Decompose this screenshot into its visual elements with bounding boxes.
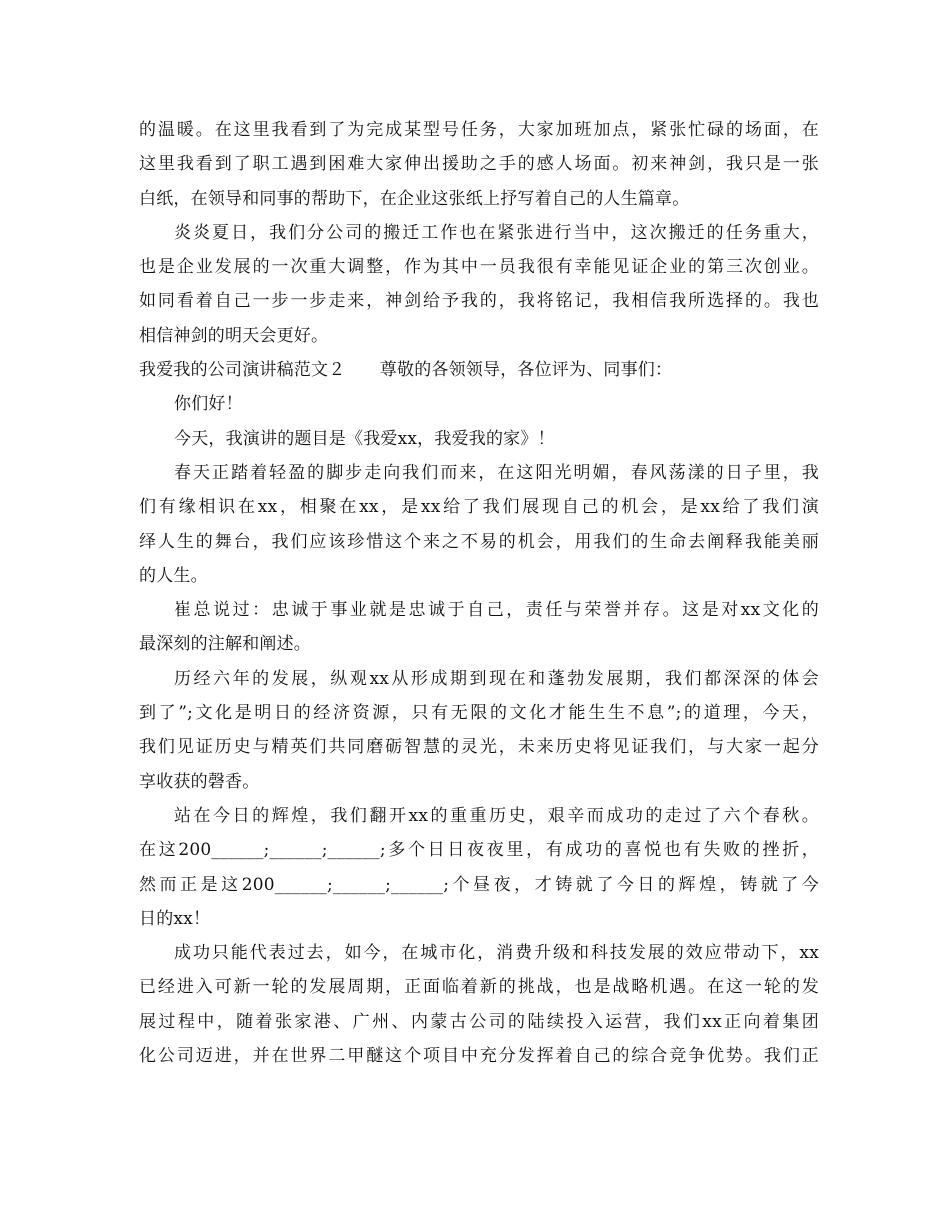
text-line: 炎炎夏日，我们分公司的搬迁工作也在紧张进行当中，这次搬迁的任务重大，	[174, 222, 819, 243]
text-line: 你们好！	[174, 394, 243, 415]
text-line: 享收获的磬香。	[139, 771, 260, 792]
text-line: 在这200______;______;______;多个日日夜夜里，有成功的喜悦也有失败的挫折，	[139, 840, 819, 861]
text-line: 我爱我的公司演讲稿范文２ 尊敬的各领领导，各位评为、同事们：	[139, 360, 673, 381]
text-line: 站在今日的辉煌，我们翻开xx的重重历史，艰辛而成功的走过了六个春秋。	[174, 805, 819, 826]
text-line: 今天，我演讲的题目是《我爱xx，我爱我的家》！	[174, 428, 555, 449]
text-line: 的温暖。在这里我看到了为完成某型号任务，大家加班加点，紧张忙碌的场面，在	[139, 120, 819, 140]
text-line: 到了”;文化是明日的经济资源，只有无限的文化才能生生不息”;的道理，今天，	[139, 703, 819, 724]
text-line: 们有缘相识在xx，相聚在xx，是xx给了我们展现自己的机会，是xx给了我们演	[139, 497, 819, 518]
text-line: 日的xx！	[139, 908, 211, 929]
text-line: 相信神剑的明天会更好。	[139, 325, 329, 346]
text-line: 最深刻的注解和阐述。	[139, 634, 311, 655]
text-line: 成功只能代表过去，如今，在城市化，消费升级和科技发展的效应带动下，xx	[174, 943, 819, 964]
text-line: 如同看着自己一步一步走来，神剑给予我的，我将铭记，我相信我所选择的。我也	[139, 291, 819, 312]
text-line: 绎人生的舞台，我们应该珍惜这个来之不易的机会，用我们的生命去阐释我能美丽	[139, 531, 819, 552]
text-line: 历经六年的发展，纵观xx从形成期到现在和蓬勃发展期，我们都深深的体会	[174, 668, 819, 689]
text-line: 这里我看到了职工遇到困难大家伸出援助之手的感人场面。初来神剑，我只是一张	[139, 154, 819, 175]
document-body	[139, 113, 819, 1073]
text-line: 也是企业发展的一次重大调整，作为其中一员我很有幸能见证企业的第三次创业。	[139, 257, 819, 278]
text-line: 展过程中，随着张家港、广州、内蒙古公司的陆续投入运营，我们xx正向着集团	[139, 1011, 819, 1032]
text-line: 的人生。	[139, 565, 208, 586]
text-line: 春天正踏着轻盈的脚步走向我们而来，在这阳光明媚，春风荡漾的日子里，我	[174, 462, 819, 483]
text-line: 我们见证历史与精英们共同磨砺智慧的灵光，未来历史将见证我们，与大家一起分	[139, 737, 819, 758]
text-line: 崔总说过：忠诚于事业就是忠诚于自己，责任与荣誉并存。这是对xx文化的	[174, 600, 819, 621]
text-line: 白纸，在领导和同事的帮助下，在企业这张纸上抒写着自己的人生篇章。	[139, 188, 690, 209]
text-line: 然而正是这200______;______;______;个昼夜，才铸就了今日的辉煌，铸就了今	[139, 874, 819, 895]
text-line: 已经进入可新一轮的发展周期，正面临着新的挑战，也是战略机遇。在这一轮的发	[139, 977, 819, 998]
text-line: 化公司迈进，并在世界二甲醚这个项目中充分发挥着自己的综合竞争优势。我们正	[139, 1046, 819, 1067]
